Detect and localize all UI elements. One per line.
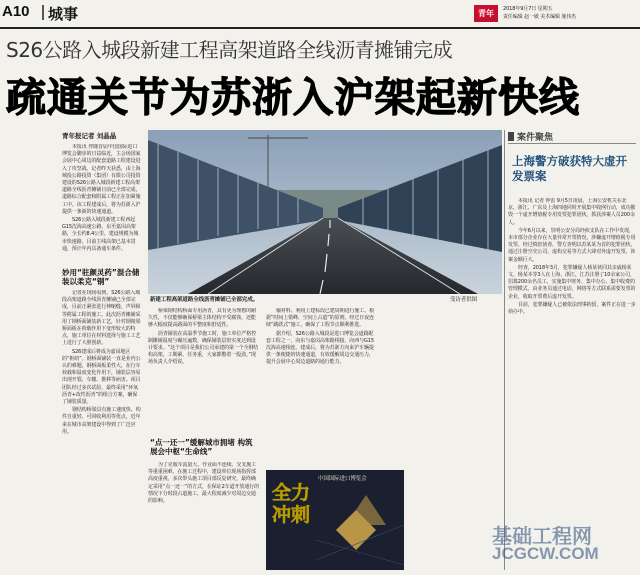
promo-text: 全力冲刺	[272, 482, 311, 526]
section-divider	[42, 5, 44, 20]
sidebar-paragraph: 目前，犯罪嫌疑人已被依法刑事拘留，案件正在进一步侦办中。	[508, 301, 636, 316]
section-code: A10	[2, 3, 30, 20]
page-header	[0, 0, 640, 28]
newspaper-logo	[474, 5, 498, 22]
kicker: S26公路入城段新建工程高架道路全线沥青摊铺完成	[6, 38, 453, 62]
subhead-2: “点一还一”缓解城市拥堵 构筑展会中枢“生命线”	[150, 438, 253, 456]
promo-subtext: 中国国际进口博览会	[318, 476, 367, 482]
body-paragraph: 为了克服车流量大、作业面不连续、交叉施工等重重困难，在施工过程中，建设单位现场指挥部高度重视，多次带头施工项目部反复研究，最终确定采用“点一还一”的方式，在保证2车道开放通行的情况下分时段占道施工，最大程度减少对周边交通的影响。	[148, 462, 259, 505]
column-2-body	[148, 308, 260, 418]
body-paragraph: 桥梁钢结构桥面专用沥青，具有更为理想的耐久性，不仅能够确保桥梁主体结构不受腐蚀，还能够大幅度提高路面的平整度和舒适性。	[148, 308, 257, 329]
body-paragraph: 记者在现场看到，S26公路入城段高架道路全线沥青摊铺已全部完成，目前正紧张进行伸缩缝、声屏障等附属工程的施工。此次沥青摊铺采用了钢桥面铺装新工艺，针对钢箱梁桥面板在荷载作用下变形较大的特点，施工单位在材料选择与施工工艺上进行了大胆创新。	[62, 290, 141, 347]
logo-text: 青年	[478, 9, 494, 18]
body-paragraph: 据介绍，S26公路入城段是进口博览会道路配套工程之一，向东与嘉闵高架路相接，向西与G15沈海高速相连。建成后，将为苏浙方向来沪车辆提供一条便捷的快速通道，有效缓解周边交通压力，提升会展中心周边道路的通行能力。	[266, 330, 374, 366]
lead-paragraph: 本报讯 伴随首届中国国际进口博览会脚步的日益临近，主会场国家会展中心周边的配套道路工程建设进入了攻坚战。记者昨天获悉，由上海城投公路投资（集团）有限公司投资建设的S26公路入城段新建工程高架道路全线沥青摊铺日前已全部完成，道路综合配套和附属工程正在加紧施工中。该工程建成后，将为苏浙入沪提供一条新的快速通道。	[62, 144, 141, 215]
sidebar-paragraph: 经查，2018年3月，犯罪嫌疑人杨某伙同其亲戚杨某文、杨某本等3人在上海、浙江、江苏注册了10余家公司，招募200余名员工，实施集中财务、集中办公、集中收费的管理模式，由业务员通过电话、网络等方式联系需要发票的企业，收取开票费后虚开发票。	[508, 264, 636, 300]
sidebar-body	[508, 198, 636, 572]
subhead-1: 妙用“驻颜灵药”混合储装以柔克“钢”	[62, 268, 140, 286]
sidebar-paragraph: 本报讯 记者 钟雷 9月5日凌晨，上海公安机关在北京、浙江、广东及上海四地同时开展集中收网行动，成功摧毁一个虚开增值税专用发票犯罪团伙，抓获涉案人员200余人。	[508, 198, 636, 226]
watermark-cn: 基础工程网	[492, 524, 592, 548]
sidebar-label-marker	[508, 132, 514, 141]
lead-column	[62, 144, 142, 264]
body-paragraph: 沥青铺装在高温季节施工时，施工单位严格控制摊铺温度与碾压遍数，确保铺装层密实度达到设计要求。“这个项目是我们公司承建的第一个全钢结构高架，工期紧、任务重，大家都憋着一股劲。”现场负责人介绍说。	[148, 330, 259, 366]
photo-caption: 新建工程高架道路全线沥青摊铺已全部完成。	[150, 297, 259, 303]
highway-photo	[148, 130, 502, 294]
byline: 青年报记者 刘晶晶	[62, 132, 117, 140]
sidebar-label-text: 案件聚焦	[517, 133, 554, 143]
photo-credit: 受访者供图	[450, 297, 478, 303]
watermark-url: JCGCW.COM	[492, 544, 599, 563]
highway-photo-art	[148, 130, 502, 294]
watermark	[452, 520, 638, 572]
body-paragraph: S26建成后将成为嘉闵地区的“枢纽”。钢桥面铺装一直是业内公认的难题，钢桥面板柔性大，在行车荷载和温度变化作用下，铺装层容易出现开裂、车辙、推移等病害。项目团队经过多次试验，最终采用“环氧沥青+改性沥青”的组合方案，确保了铺装质量。	[62, 348, 141, 406]
lead-paragraph: S26公路入城段新建工程西起G15沈海高速公路，东至嘉闵高架路，全长约8.4公里，建设规模为城市快速路。目前主线高架已基本贯通，预计年内具备通车条件。	[62, 217, 139, 252]
column-2-body-2	[148, 462, 260, 572]
headline: 疏通关节为苏浙入沪架起新快线	[6, 75, 580, 121]
editor-line: 责任编辑 赵一敏 美术编辑 施伟杰	[503, 14, 577, 20]
column-3-body	[266, 308, 378, 468]
sidebar-label-rule	[508, 143, 636, 144]
header-rule	[0, 27, 640, 29]
sidebar-divider	[504, 130, 505, 570]
section-name: 城事	[48, 5, 79, 23]
sidebar-paragraph: 今年6月以来，崇明公安分局经侦支队在工作中发现，本市部分企业存在大量异常开票情况，涉嫌虚开增值税专用发票。经过缜密侦查，警方查明以苏某某为首的犯罪团伙，通过注册空壳公司、虚构交易等方式大肆对外虚开发票，涉案金额巨大。	[508, 227, 636, 263]
sidebar-headline: 上海警方破获特大虚开发票案	[512, 154, 627, 183]
date-line: 2018年9月7日 星期五	[503, 6, 553, 12]
body-paragraph: 钢结构桥梁具有施工速度快、构件自重轻、可回收利用等优点，近年来在城市高架建设中得到了广泛应用。	[62, 407, 141, 435]
body-paragraph: 输材料、利用上建标段已建周期进行施工。根据“时间上错峰、空间上占道”的原则，经过日夜连续“跳跃式”施工，确保了工程节点顺利推进。	[266, 308, 375, 329]
column-1-body	[62, 290, 142, 572]
sidebar-label	[508, 130, 553, 143]
promo-graphic	[266, 470, 404, 570]
